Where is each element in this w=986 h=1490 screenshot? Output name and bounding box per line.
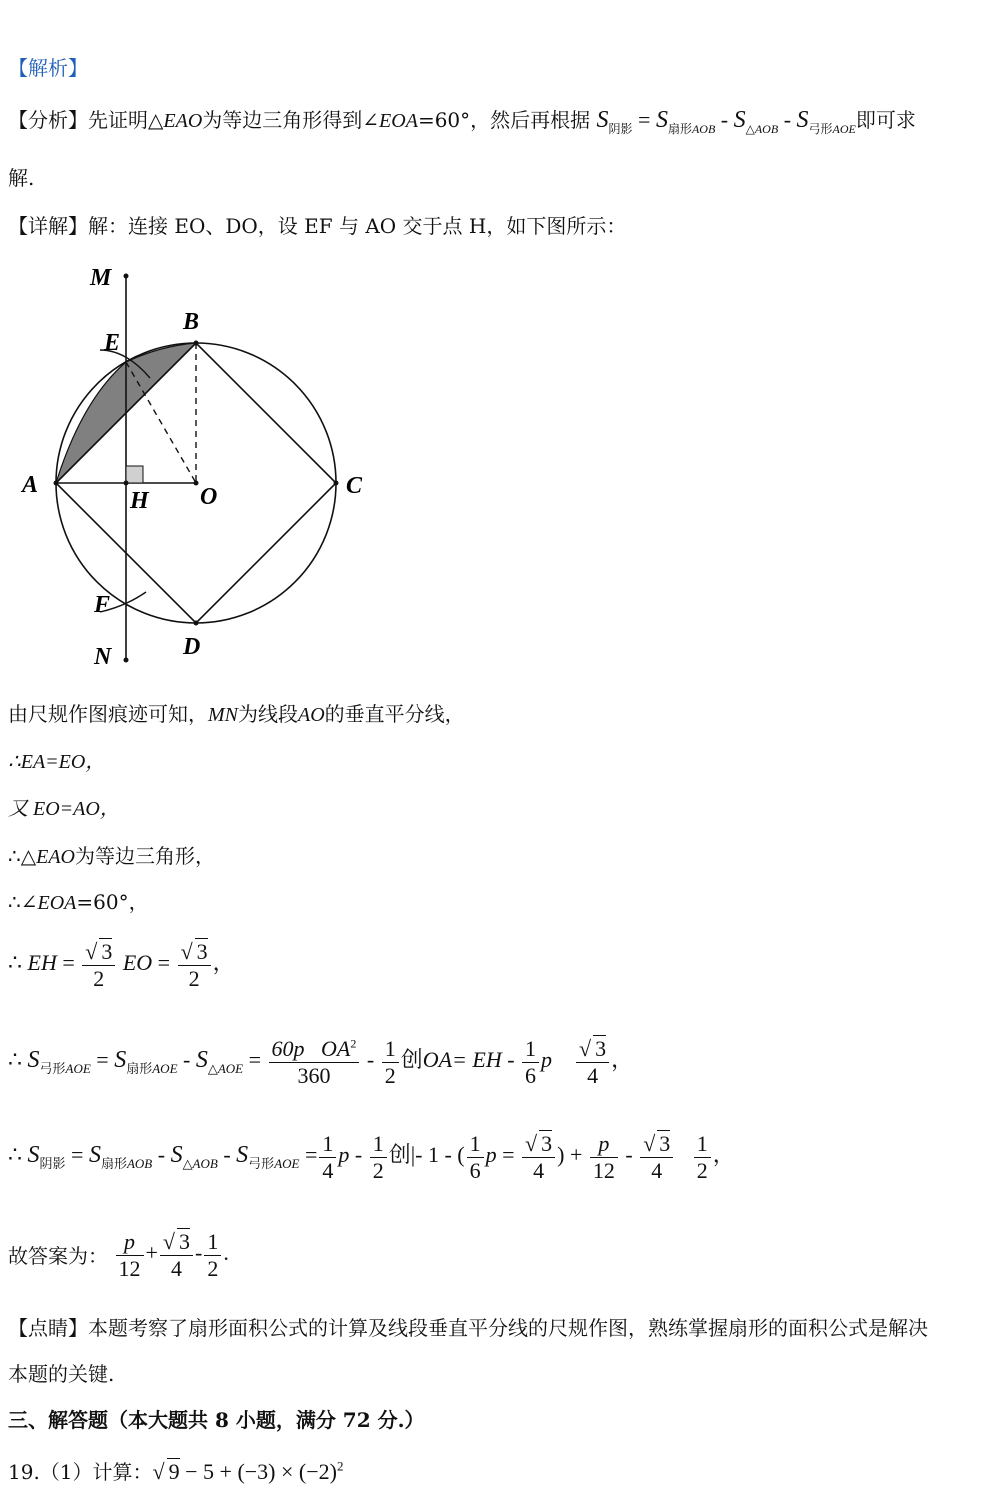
s-symbol: S: [796, 107, 809, 133]
label-h: H: [130, 488, 149, 514]
s-symbol: S: [596, 107, 609, 133]
fenxi-eao: EAO: [163, 110, 203, 132]
point-b: [194, 341, 199, 346]
step-4: ∴△EAO为等边三角形，: [8, 844, 215, 868]
sub-bow-aoe: 弓形AOE: [808, 122, 856, 136]
sub-sector-aob: 扇形AOB: [667, 122, 716, 136]
label-c: C: [346, 473, 363, 499]
equation-bow-area: ∴ $S_{弓形AOE} = S_{扇形AOE} - S_{\triangle AOE}$ = $\frac{60p OA^2}{360}$ - $\frac{1}{2}$ 创OA= EH - $\frac{1}{6}$ p $\frac{√ 3}{4}$ ，: [8, 1035, 634, 1088]
label-a: A: [22, 472, 39, 498]
fenxi-text: 为等边三角形得到∠: [202, 108, 380, 132]
dianjing-paragraph: 【点睛】本题考察了扇形面积公式的计算及线段垂直平分线的尺规作图，熟练掌握扇形的面积公式是解决: [8, 1316, 928, 1340]
equation-eh: ∴ EH = $\frac{√ 3}{2}$ EO = $\frac{√ 3}{2}$ ，: [8, 939, 235, 991]
s-symbol: S: [733, 107, 746, 133]
label-d: D: [183, 634, 201, 660]
section-title: 三、解答题（本大题共 8 小题，满分 72 分.）: [8, 1408, 425, 1432]
equals: =: [632, 107, 656, 132]
xiangjie-text: 解：连接 EO、DO，设 EF 与 AO 交于点 H，如下图所示：: [88, 214, 627, 238]
point-h: [124, 481, 129, 486]
label-m: M: [90, 265, 112, 291]
label-f: F: [94, 592, 111, 618]
label-b: B: [183, 309, 200, 335]
fenxi-wrap: 解.: [8, 166, 35, 190]
minus: -: [715, 107, 734, 132]
minus: -: [778, 107, 797, 132]
step-5: ∴∠EOA=60°，: [8, 890, 149, 914]
equation-shaded-area: ∴ $S_{阴影} = S_{扇形AOB} - S_{\triangle AOB} - S_{弓形AOE}$ = $\frac{1}{4}$ p - $\frac{1}{2}$ 创|- 1 - ( $\frac{1}{6}$ p = $\frac{√ 3}{4}$ ) + $\frac{p}{12}$ - $\frac{√ 3}{4}$ $\frac{1}{2}$ ，: [8, 1130, 735, 1183]
right-angle-mark: [126, 466, 143, 483]
label-o: O: [200, 484, 218, 510]
sub-yinying: 阴影: [608, 122, 633, 136]
fenxi-text: 先证明: [88, 108, 148, 132]
step-2: ∴EA=EO，: [8, 751, 106, 773]
step-3: 又 EO=AO，: [8, 798, 120, 820]
fenxi-text: 即可求: [855, 108, 916, 132]
label-n: N: [94, 644, 112, 670]
xiangjie-tag: 【详解】: [8, 214, 88, 238]
answer-line: 故答案为： $\frac{p}{12}$ + $\frac{√ 3}{4}$ - $\frac{1}{2}$ .: [8, 1228, 229, 1281]
fenxi-tag: 【分析】: [8, 108, 88, 132]
xiangjie-paragraph: [8, 210, 626, 239]
dianjing-wrap: 本题的关键.: [8, 1362, 115, 1386]
geometry-figure: [0, 250, 400, 680]
analysis-tag: 【解析】: [8, 56, 88, 80]
point-m: [124, 274, 129, 279]
point-o: [194, 481, 199, 486]
step-1: 由尺规作图痕迹可知，MN为线段AO的垂直平分线，: [8, 702, 465, 726]
fenxi-eoa: EOA: [379, 110, 418, 132]
s-symbol: S: [655, 107, 668, 133]
point-c: [334, 481, 339, 486]
point-a: [54, 481, 59, 486]
sub-tri-aob: △AOB: [745, 122, 779, 136]
fenxi-text: =60°，然后再根据: [417, 108, 591, 132]
question-19: 19.（1）计算：√ $9 - 5 + (-3) \times (-2)^2$: [8, 1458, 344, 1484]
point-n: [124, 658, 129, 663]
triangle-symbol: △: [148, 108, 164, 132]
point-d: [194, 621, 199, 626]
label-e: E: [104, 330, 121, 356]
fenxi-paragraph: [8, 104, 916, 134]
